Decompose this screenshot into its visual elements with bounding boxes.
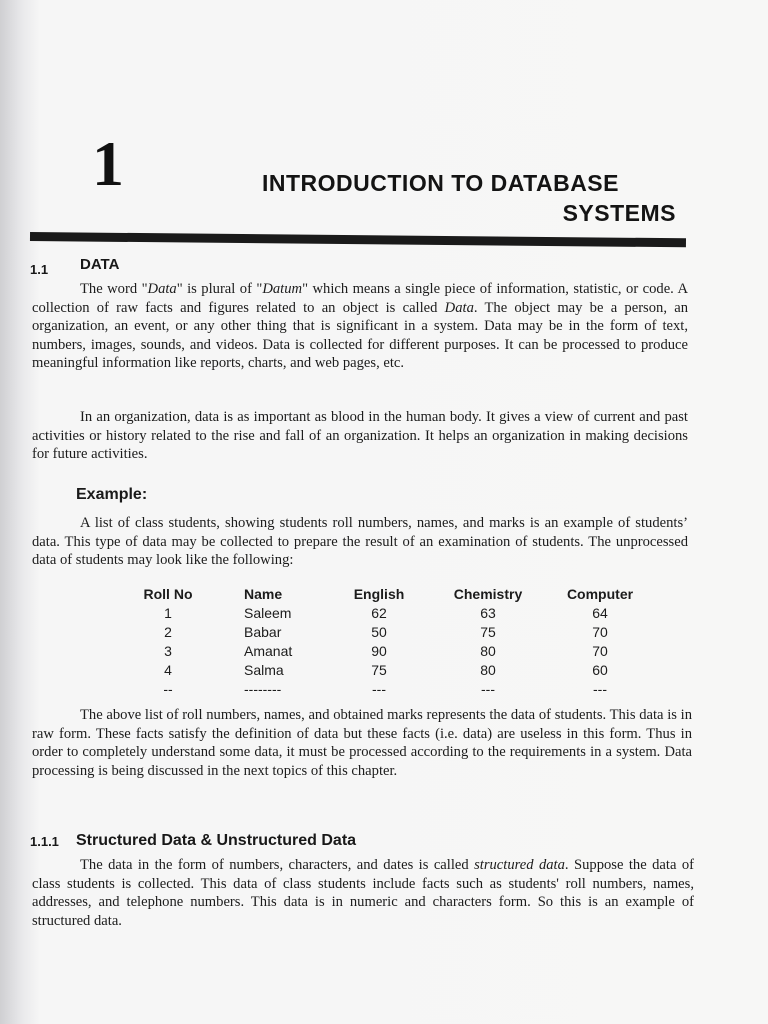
cell-roll: 4 xyxy=(164,661,172,678)
chapter-title-line1: INTRODUCTION TO DATABASE xyxy=(262,170,619,196)
cell-name: Amanat xyxy=(244,642,293,659)
cell-name: Saleem xyxy=(244,604,292,621)
table-row xyxy=(112,603,648,622)
raw-data-paragraph: The above list of roll numbers, names, and obtained marks represents the data of students. This data is in raw form. These facts satisfy the definition of data but these facts (i.e. data) are useless in this form. Thus in order to completely understand some data, it must be processed according to the requirements in a system. Data processing is being discussed in the next topics of this chapter. xyxy=(32,707,692,779)
cell-chemistry: 63 xyxy=(480,604,496,621)
header-chemistry: Chemistry xyxy=(453,585,523,602)
cell-chemistry: 80 xyxy=(480,642,496,659)
section-number: 1.1 xyxy=(30,262,49,277)
example-heading: Example: xyxy=(76,486,148,503)
table-row xyxy=(112,622,648,641)
table-row xyxy=(112,679,648,698)
cell-computer: 70 xyxy=(592,623,608,640)
header-name: Name xyxy=(244,585,283,602)
subsection-heading: Structured Data & Unstructured Data xyxy=(76,832,357,849)
term-data: Data xyxy=(147,281,177,297)
chapter-divider-rule xyxy=(30,232,686,247)
cell-chemistry: 80 xyxy=(480,661,496,678)
cell-computer: 64 xyxy=(592,604,608,621)
subsection-number: 1.1.1 xyxy=(30,834,59,849)
cell-english: 62 xyxy=(371,604,387,621)
cell-roll: -- xyxy=(163,680,173,697)
cell-english: 75 xyxy=(371,661,387,678)
cell-chemistry: 75 xyxy=(480,623,496,640)
header-computer: Computer xyxy=(566,585,634,602)
table-row xyxy=(112,660,648,679)
student-marks-table xyxy=(112,584,648,698)
cell-computer: 60 xyxy=(592,661,608,678)
example-intro-paragraph: A list of class students, showing students roll numbers, names, and marks is an example of students’ data. This type of data may be collected to prepare the result of an examination of students. The unprocessed data of students may look like the following: xyxy=(32,515,688,568)
cell-name: -------- xyxy=(244,680,282,697)
cell-name: Babar xyxy=(244,623,282,640)
cell-computer: 70 xyxy=(592,642,608,659)
header-roll-no: Roll No xyxy=(143,585,193,602)
cell-roll: 1 xyxy=(164,604,172,621)
term-datum: Datum xyxy=(262,281,303,297)
cell-roll: 2 xyxy=(164,623,172,640)
cell-name: Salma xyxy=(244,661,284,678)
chapter-title xyxy=(262,168,682,228)
chapter-number: 1 xyxy=(92,128,124,199)
data-definition-paragraph: The word "Data" is plural of "Datum" which means a single piece of information, statistic, or code. A collection of raw facts and figures related to an object is called Data. The object may be a person, an organization, an event, or any other thing that is significant in a system. Data may be in the form of text, numbers, images, sounds, and videos. Data is collected for different purposes. It can be processed to produce meaningful information like reports, charts, and web pages, etc. xyxy=(32,281,688,371)
cell-english: --- xyxy=(372,680,386,697)
data-importance-paragraph: In an organization, data is as important as blood in the human body. It gives a view of current and past activities or history related to the rise and fall of an organization. It helps an organization in making decisions for future activities. xyxy=(32,409,688,462)
structured-data-paragraph: The data in the form of numbers, characters, and dates is called structured data. Suppose the data of class students is collected. This data of class students include facts such as students' roll numbers, names, addresses, and telephone numbers. This data is in numeric and characters form. So this is an example of structured data. xyxy=(32,857,695,929)
table-row xyxy=(112,641,648,660)
cell-english: 90 xyxy=(371,642,387,659)
cell-chemistry: --- xyxy=(481,680,495,697)
cell-english: 50 xyxy=(371,623,387,640)
term-structured-data: structured data xyxy=(474,857,565,873)
cell-roll: 3 xyxy=(164,642,172,659)
header-english: English xyxy=(353,585,405,602)
cell-computer: --- xyxy=(593,680,607,697)
table-header-row xyxy=(112,584,648,603)
section-heading: DATA xyxy=(80,256,120,273)
chapter-title-line2: SYSTEMS xyxy=(562,200,676,226)
term-data-2: Data xyxy=(444,299,474,316)
